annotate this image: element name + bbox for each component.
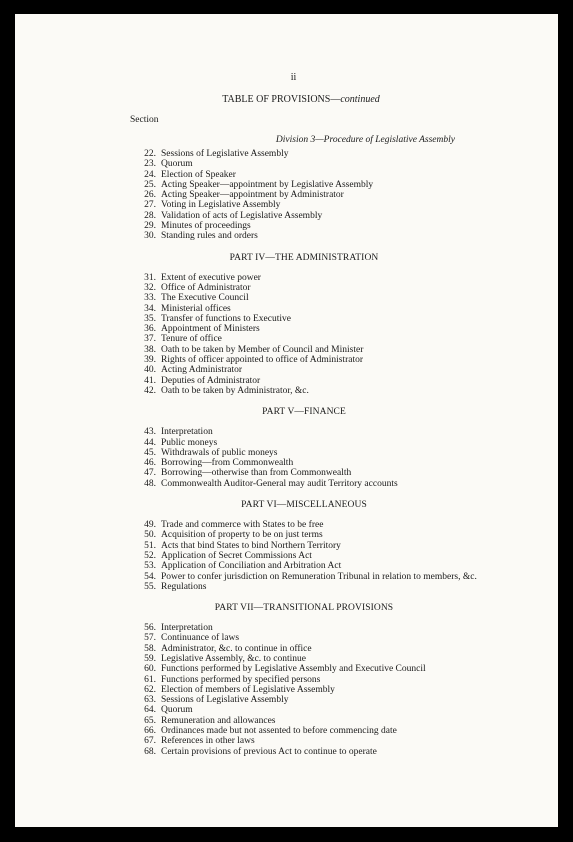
- provision-number: 35.: [144, 313, 156, 324]
- provision-title: Interpretation: [161, 623, 213, 634]
- provision-item: [133, 468, 463, 478]
- provision-item: [133, 211, 463, 221]
- provision-title: Quorum: [161, 159, 193, 170]
- provision-number: 25.: [144, 179, 156, 190]
- provision-item: [133, 644, 463, 654]
- provision-item: [133, 551, 463, 561]
- provision-item: [133, 314, 463, 324]
- provision-title: Acquisition of property to be on just terms: [161, 530, 323, 541]
- provision-number: 66.: [144, 726, 156, 737]
- provision-number: 63.: [144, 695, 156, 706]
- provision-title: Validation of acts of Legislative Assembly: [161, 210, 323, 221]
- provision-title: Administrator, &c. to continue in office: [161, 643, 312, 654]
- provision-number: 46.: [144, 458, 156, 469]
- provision-item: [133, 159, 463, 169]
- provision-title: Standing rules and orders: [161, 231, 258, 242]
- provision-number: 41.: [144, 375, 156, 386]
- part-heading: PART V—FINANCE: [262, 407, 346, 418]
- provision-title: Application of Secret Commissions Act: [161, 550, 312, 561]
- provision-number: 59.: [144, 653, 156, 664]
- provision-item: [133, 695, 463, 705]
- part-provision-list: [133, 520, 477, 592]
- provision-number: 51.: [144, 540, 156, 551]
- provision-item: [133, 520, 463, 530]
- table-of-provisions: [130, 72, 477, 757]
- provision-item: [133, 582, 463, 592]
- provision-item: [133, 149, 463, 159]
- provision-title: Functions performed by Legislative Assembly and Executive Council: [161, 664, 426, 675]
- provision-number: 45.: [144, 447, 156, 458]
- provision-number: 40.: [144, 365, 156, 376]
- provision-number: 48.: [144, 478, 156, 489]
- provision-title: Continuance of laws: [161, 633, 240, 644]
- parts-container: [133, 252, 477, 757]
- provision-title: Acting Speaker—appointment by Legislative Assembly: [161, 179, 374, 190]
- provision-number: 57.: [144, 633, 156, 644]
- provision-number: 58.: [144, 643, 156, 654]
- provision-item: [133, 675, 463, 685]
- division-heading: Division 3—Procedure of Legislative Assembly: [275, 135, 455, 145]
- part-heading: PART VII—TRANSITIONAL PROVISIONS: [214, 603, 394, 614]
- document-page: [15, 14, 558, 827]
- provision-item: [133, 654, 463, 664]
- provision-item: [133, 541, 463, 551]
- provision-title: Certain provisions of previous Act to continue to operate: [161, 746, 377, 757]
- provision-title: Transfer of functions to Executive: [161, 313, 291, 324]
- provision-number: 34.: [144, 303, 156, 314]
- provision-title: Minutes of proceedings: [161, 221, 251, 232]
- provision-number: 62.: [144, 684, 156, 695]
- provision-item: [133, 180, 463, 190]
- provision-number: 47.: [144, 468, 156, 479]
- provision-title: Legislative Assembly, &c. to continue: [161, 653, 307, 664]
- provision-title: Sessions of Legislative Assembly: [161, 695, 289, 706]
- provision-title: References in other laws: [161, 736, 255, 747]
- provision-number: 37.: [144, 334, 156, 345]
- part-provision-list: [133, 623, 463, 757]
- provision-title: Appointment of Ministers: [161, 324, 260, 335]
- provision-title: Oath to be taken by Member of Council and Minister: [161, 344, 364, 355]
- provision-title: Power to confer jurisdiction on Remuneration Tribunal in relation to members, &c.: [161, 571, 477, 582]
- provision-title: Regulations: [161, 581, 207, 592]
- provision-title: Acting Administrator: [161, 365, 243, 376]
- provision-item: [133, 386, 463, 396]
- provision-title: Application of Conciliation and Arbitration Act: [161, 561, 342, 572]
- provision-number: 29.: [144, 221, 156, 232]
- provision-title: Acting Speaker—appointment by Administrator: [161, 190, 344, 201]
- provision-item: [133, 530, 463, 540]
- provision-item: [133, 334, 463, 344]
- provision-title: Deputies of Administrator: [161, 375, 261, 386]
- part-provision-list: [133, 273, 463, 397]
- provision-number: 54.: [144, 571, 156, 582]
- provision-item: [133, 170, 463, 180]
- provision-title: Sessions of Legislative Assembly: [161, 149, 289, 159]
- provision-item: [133, 479, 463, 489]
- page-title: [139, 94, 463, 106]
- provision-title: Remuneration and allowances: [161, 715, 276, 726]
- provision-title: Office of Administrator: [161, 282, 251, 293]
- provision-item: [133, 293, 463, 303]
- provision-title: Withdrawals of public moneys: [161, 447, 278, 458]
- provision-title: Trade and commerce with States to be free: [161, 520, 324, 531]
- provision-number: 55.: [144, 581, 156, 592]
- provision-title: Commonwealth Auditor-General may audit Territory accounts: [161, 478, 398, 489]
- provision-title: Borrowing—from Commonwealth: [161, 458, 294, 469]
- provision-title: Ordinances made but not assented to before commencing date: [161, 726, 397, 737]
- provision-number: 49.: [144, 520, 156, 531]
- provision-number: 50.: [144, 530, 156, 541]
- provision-number: 31.: [144, 272, 156, 283]
- provision-item: [133, 633, 463, 643]
- provision-title: Election of Speaker: [161, 169, 236, 180]
- part-heading: PART VI—MISCELLANEOUS: [241, 500, 367, 511]
- provision-title: Acts that bind States to bind Northern Territory: [161, 540, 341, 551]
- provision-number: 23.: [144, 159, 156, 170]
- provision-item: [133, 304, 463, 314]
- provision-item: [133, 438, 463, 448]
- provision-number: 24.: [144, 169, 156, 180]
- provision-item: [133, 448, 463, 458]
- provision-item: [133, 427, 463, 437]
- provision-number: 60.: [144, 664, 156, 675]
- section-column-label: Section: [130, 115, 159, 125]
- provision-item: [133, 355, 463, 365]
- title-continued: continued: [340, 94, 380, 105]
- provision-item: [133, 571, 477, 582]
- provision-number: 33.: [144, 293, 156, 304]
- provision-item: [133, 273, 463, 283]
- provision-item: [133, 376, 463, 386]
- part-heading: PART IV—THE ADMINISTRATION: [229, 252, 379, 263]
- provision-item: [133, 726, 463, 736]
- provision-title: Tenure of office: [161, 334, 222, 345]
- provision-title: Interpretation: [161, 427, 213, 438]
- provision-title: Oath to be taken by Administrator, &c.: [161, 385, 309, 396]
- provision-title: Functions performed by specified persons: [161, 674, 321, 685]
- page-number: ii: [290, 72, 297, 83]
- provision-title: Public moneys: [161, 437, 218, 448]
- provision-number: 32.: [144, 282, 156, 293]
- provision-item: [133, 623, 463, 633]
- provision-item: [133, 736, 463, 746]
- provision-title: Borrowing—otherwise than from Commonwealth: [161, 468, 352, 479]
- title-text: TABLE OF PROVISIONS—: [222, 94, 341, 105]
- provision-number: 42.: [144, 385, 156, 396]
- provision-number: 28.: [144, 210, 156, 221]
- provision-item: [133, 190, 463, 200]
- provision-item: [133, 200, 463, 210]
- provision-item: [133, 561, 463, 571]
- provision-item: [133, 747, 463, 757]
- provision-item: [133, 365, 463, 375]
- provision-item: [133, 221, 463, 231]
- division-provision-list: [133, 149, 463, 242]
- provision-number: 27.: [144, 200, 156, 211]
- provision-item: [133, 283, 463, 293]
- provision-number: 44.: [144, 437, 156, 448]
- provision-number: 30.: [144, 231, 156, 242]
- provision-item: [133, 664, 463, 674]
- part-provision-list: [133, 427, 463, 489]
- provision-number: 65.: [144, 715, 156, 726]
- provision-title: Quorum: [161, 705, 193, 716]
- provision-number: 56.: [144, 623, 156, 634]
- provision-number: 68.: [144, 746, 156, 757]
- provision-title: Rights of officer appointed to office of Administrator: [161, 355, 364, 366]
- provision-number: 64.: [144, 705, 156, 716]
- provision-item: [133, 324, 463, 334]
- provision-item: [133, 458, 463, 468]
- provision-number: 43.: [144, 427, 156, 438]
- provision-number: 22.: [144, 149, 156, 159]
- provision-item: [133, 685, 463, 695]
- provision-number: 52.: [144, 550, 156, 561]
- provision-title: Election of members of Legislative Assembly: [161, 684, 335, 695]
- provision-item: [133, 705, 463, 715]
- provision-title: The Executive Council: [161, 293, 249, 304]
- provision-number: 26.: [144, 190, 156, 201]
- provision-number: 36.: [144, 324, 156, 335]
- provision-number: 67.: [144, 736, 156, 747]
- provision-item: [133, 231, 463, 241]
- provision-title: Extent of executive power: [161, 272, 261, 283]
- provision-number: 39.: [144, 355, 156, 366]
- provision-title: Ministerial offices: [161, 303, 231, 314]
- provision-number: 53.: [144, 561, 156, 572]
- provision-number: 61.: [144, 674, 156, 685]
- provision-title: Voting in Legislative Assembly: [161, 200, 281, 211]
- provision-number: 38.: [144, 344, 156, 355]
- provision-item: [133, 716, 463, 726]
- provision-item: [133, 345, 463, 355]
